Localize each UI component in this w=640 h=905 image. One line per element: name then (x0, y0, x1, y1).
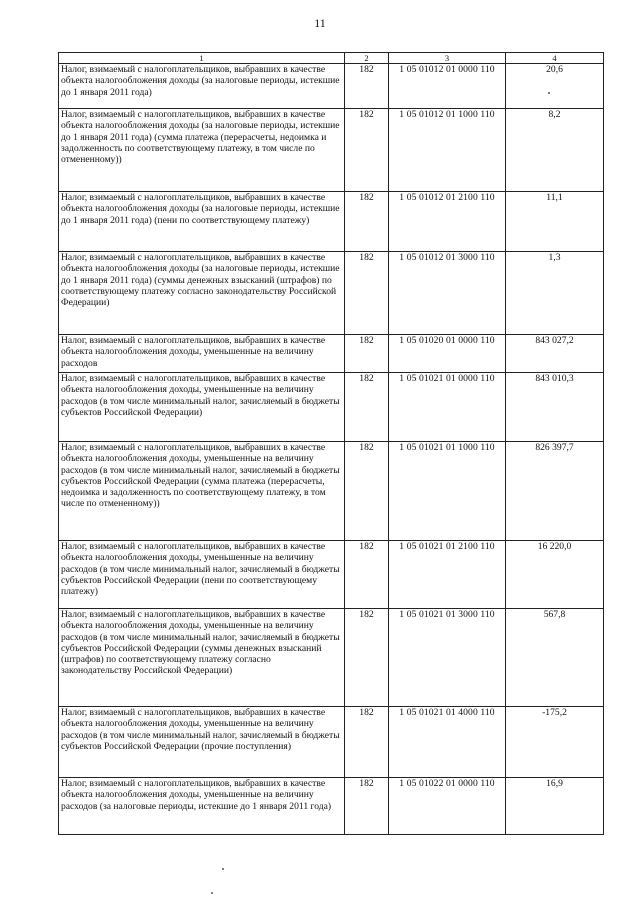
budget-code: 1 05 01012 01 2100 110 (389, 192, 506, 252)
admin-code: 182 (345, 609, 389, 707)
budget-code: 1 05 01012 01 0000 110 (389, 64, 506, 109)
income-name: Налог, взимаемый с налогоплательщиков, выбравших в качестве объекта налогообложения доходы (за налоговые периоды, истекшие до 1 января 2011 года) (суммы денежных взысканий (штрафов) по соответствующему платежу согласно законодательству Российской Федерации) (59, 252, 345, 335)
admin-code: 182 (345, 373, 389, 442)
table-row (59, 335, 604, 373)
budget-code: 1 05 01012 01 3000 110 (389, 252, 506, 335)
income-name: Налог, взимаемый с налогоплательщиков, выбравших в качестве объекта налогообложения доходы, уменьшенные на величину расходов (в том числе минимальный налог, зачисляемый в бюджеты субъектов Российской Федерации (прочие поступления) (59, 707, 345, 778)
scan-speck (548, 92, 550, 94)
income-name: Налог, взимаемый с налогоплательщиков, выбравших в качестве объекта налогообложения доходы, уменьшенные на величину расходов (в том числе минимальный налог, зачисляемый в бюджеты субъектов Российской Федерации (сумма платежа (перерасчеты, недоимка и задолженность по соответствующему платежу, в том числе по отмененному)) (59, 442, 345, 541)
amount: 20,6 (506, 64, 604, 109)
scan-speck (222, 868, 224, 870)
budget-code: 1 05 01021 01 4000 110 (389, 707, 506, 778)
page-number: 11 (314, 16, 326, 30)
income-name: Налог, взимаемый с налогоплательщиков, выбравших в качестве объекта налогообложения доходы, уменьшенные на величину расходов (в том числе минимальный налог, зачисляемый в бюджеты субъектов Российской Федерации (пени по соответствующему платежу) (59, 541, 345, 609)
income-name: Налог, взимаемый с налогоплательщиков, выбравших в качестве объекта налогообложения доходы, уменьшенные на величину расходов (в том числе минимальный налог, зачисляемый в бюджеты субъектов Российской Федерации) (59, 373, 345, 442)
amount: 16,9 (506, 778, 604, 835)
admin-code: 182 (345, 335, 389, 373)
budget-code: 1 05 01021 01 2100 110 (389, 541, 506, 609)
amount: 826 397,7 (506, 442, 604, 541)
income-name: Налог, взимаемый с налогоплательщиков, выбравших в качестве объекта налогообложения доходы, уменьшенные на величину расходов (за налоговые периоды, истекшие до 1 января 2011 года) (59, 778, 345, 835)
admin-code: 182 (345, 109, 389, 192)
admin-code: 182 (345, 707, 389, 778)
amount: 567,8 (506, 609, 604, 707)
income-name: Налог, взимаемый с налогоплательщиков, выбравших в качестве объекта налогообложения доходы, уменьшенные на величину расходов (59, 335, 345, 373)
table-row (59, 609, 604, 707)
income-name: Налог, взимаемый с налогоплательщиков, выбравших в качестве объекта налогообложения доходы (за налоговые периоды, истекшие до 1 января 2011 года) (59, 64, 345, 109)
budget-code: 1 05 01021 01 1000 110 (389, 442, 506, 541)
amount: -175,2 (506, 707, 604, 778)
admin-code: 182 (345, 192, 389, 252)
table-row (59, 778, 604, 835)
table-row (59, 442, 604, 541)
budget-code: 1 05 01022 01 0000 110 (389, 778, 506, 835)
income-name: Налог, взимаемый с налогоплательщиков, выбравших в качестве объекта налогообложения доходы, уменьшенные на величину расходов (в том числе минимальный налог, зачисляемый в бюджеты субъектов Российской Федерации (суммы денежных взысканий (штрафов) по соответствующему платежу согласно законодательству Российской Федерации) (59, 609, 345, 707)
admin-code: 182 (345, 252, 389, 335)
header-col-2: 2 (345, 53, 389, 64)
table-row (59, 252, 604, 335)
header-col-3: 3 (389, 53, 506, 64)
header-col-4: 4 (506, 53, 604, 64)
admin-code: 182 (345, 442, 389, 541)
admin-code: 182 (345, 64, 389, 109)
amount: 8,2 (506, 109, 604, 192)
scan-speck (211, 892, 213, 894)
amount: 843 010,3 (506, 373, 604, 442)
table-row (59, 373, 604, 442)
table-row (59, 707, 604, 778)
admin-code: 182 (345, 778, 389, 835)
amount: 1,3 (506, 252, 604, 335)
budget-code: 1 05 01020 01 0000 110 (389, 335, 506, 373)
table-row (59, 541, 604, 609)
table-row (59, 64, 604, 109)
table-row (59, 192, 604, 252)
amount: 843 027,2 (506, 335, 604, 373)
amount: 16 220,0 (506, 541, 604, 609)
header-col-1: 1 (59, 53, 345, 64)
budget-code: 1 05 01012 01 1000 110 (389, 109, 506, 192)
admin-code: 182 (345, 541, 389, 609)
header-row (59, 53, 604, 64)
budget-code: 1 05 01021 01 3000 110 (389, 609, 506, 707)
budget-code: 1 05 01021 01 0000 110 (389, 373, 506, 442)
table-row (59, 109, 604, 192)
amount: 11,1 (506, 192, 604, 252)
income-name: Налог, взимаемый с налогоплательщиков, выбравших в качестве объекта налогообложения доходы (за налоговые периоды, истекшие до 1 января 2011 года) (пени по соответствующему платежу) (59, 192, 345, 252)
income-name: Налог, взимаемый с налогоплательщиков, выбравших в качестве объекта налогообложения доходы (за налоговые периоды, истекшие до 1 января 2011 года) (сумма платежа (перерасчеты, недоимка и задолженность по соответствующему платежу, в том числе по отмененному)) (59, 109, 345, 192)
revenue-table (58, 52, 604, 835)
